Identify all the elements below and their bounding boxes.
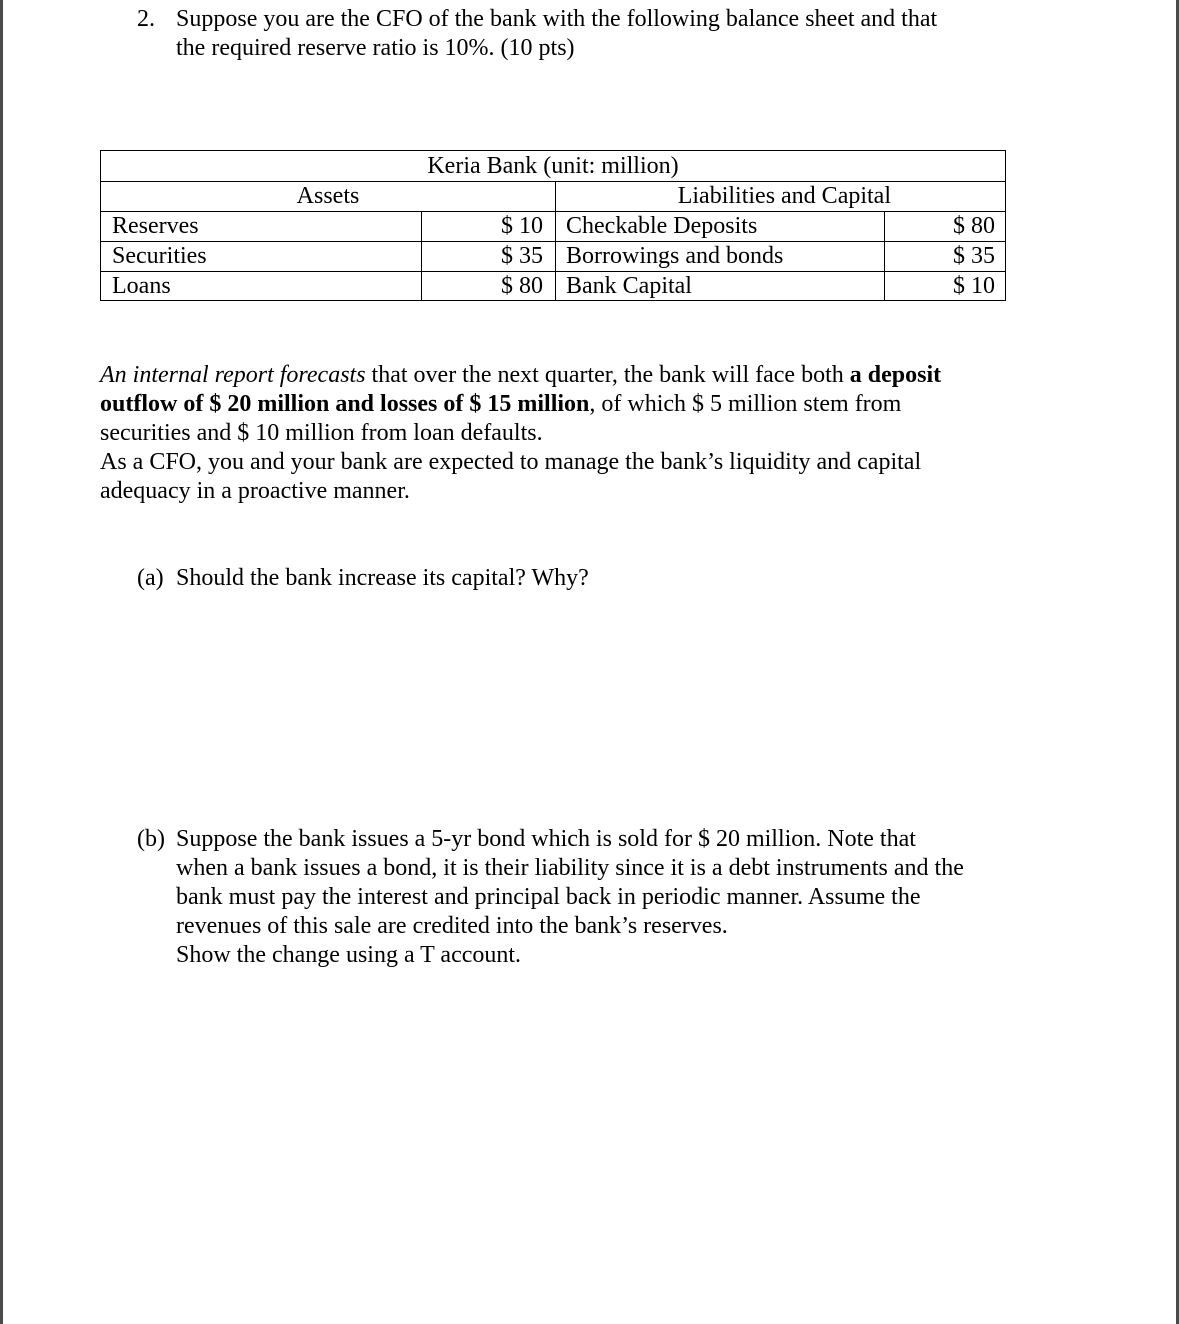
report-line-1	[100, 361, 1000, 390]
report-text: , of which $ 5 million stem from	[589, 391, 902, 417]
report-text: that over the next quarter, the bank will face both	[365, 362, 850, 388]
report-line-3: securities and $ 10 million from loan defaults.	[100, 420, 543, 446]
asset-value: $ 35	[501, 243, 543, 269]
report-bold: outflow of $ 20 million and losses of $ 15 million	[100, 391, 590, 417]
question-text	[176, 5, 1076, 63]
asset-label: Securities	[112, 243, 207, 269]
assets-header: Assets	[296, 183, 360, 209]
question-line-1: Suppose you are the CFO of the bank with the following balance sheet and that	[176, 6, 938, 32]
part-a-label: (a)	[137, 565, 164, 591]
asset-label: Reserves	[112, 213, 199, 239]
part-b-text	[176, 825, 1036, 970]
part-b-line: when a bank issues a bond, it is their liability since it is a debt instruments and the	[176, 855, 964, 881]
part-a-text: Should the bank increase its capital? Why?	[176, 565, 589, 591]
liability-label: Checkable Deposits	[566, 213, 758, 239]
report-italic-lead: An internal report forecasts	[100, 362, 366, 388]
asset-value: $ 80	[501, 273, 543, 299]
asset-label: Loans	[112, 273, 171, 299]
balance-sheet-table	[100, 150, 1006, 301]
asset-value: $ 10	[501, 213, 543, 239]
liabilities-header: Liabilities and Capital	[677, 183, 891, 209]
liability-value: $ 35	[953, 243, 995, 269]
liability-label: Bank Capital	[566, 273, 692, 299]
report-line-2	[100, 390, 1000, 419]
table-divider	[101, 271, 1005, 272]
part-b-line: revenues of this sale are credited into the bank’s reserves.	[176, 913, 728, 939]
question-line-2: the required reserve ratio is 10%. (10 pts)	[176, 35, 575, 61]
report-paragraph	[100, 361, 1000, 506]
liability-label: Borrowings and bonds	[566, 243, 784, 269]
table-title: Keria Bank (unit: million)	[427, 153, 679, 179]
part-b-line: Suppose the bank issues a 5-yr bond which is sold for $ 20 million. Note that	[176, 826, 916, 852]
report-bold: a deposit	[849, 362, 942, 388]
liability-value: $ 80	[953, 213, 995, 239]
question-number: 2.	[137, 6, 155, 32]
report-line-5: adequacy in a proactive manner.	[100, 478, 410, 504]
liability-value: $ 10	[953, 273, 995, 299]
page-left-border	[0, 0, 3, 1324]
part-b-line: Show the change using a T account.	[176, 942, 522, 968]
table-divider	[101, 211, 1005, 212]
part-b-label: (b)	[137, 826, 165, 852]
table-divider	[101, 241, 1005, 242]
report-line-4: As a CFO, you and your bank are expected to manage the bank’s liquidity and capital	[100, 449, 922, 475]
part-b-line: bank must pay the interest and principal back in periodic manner. Assume the	[176, 884, 921, 910]
